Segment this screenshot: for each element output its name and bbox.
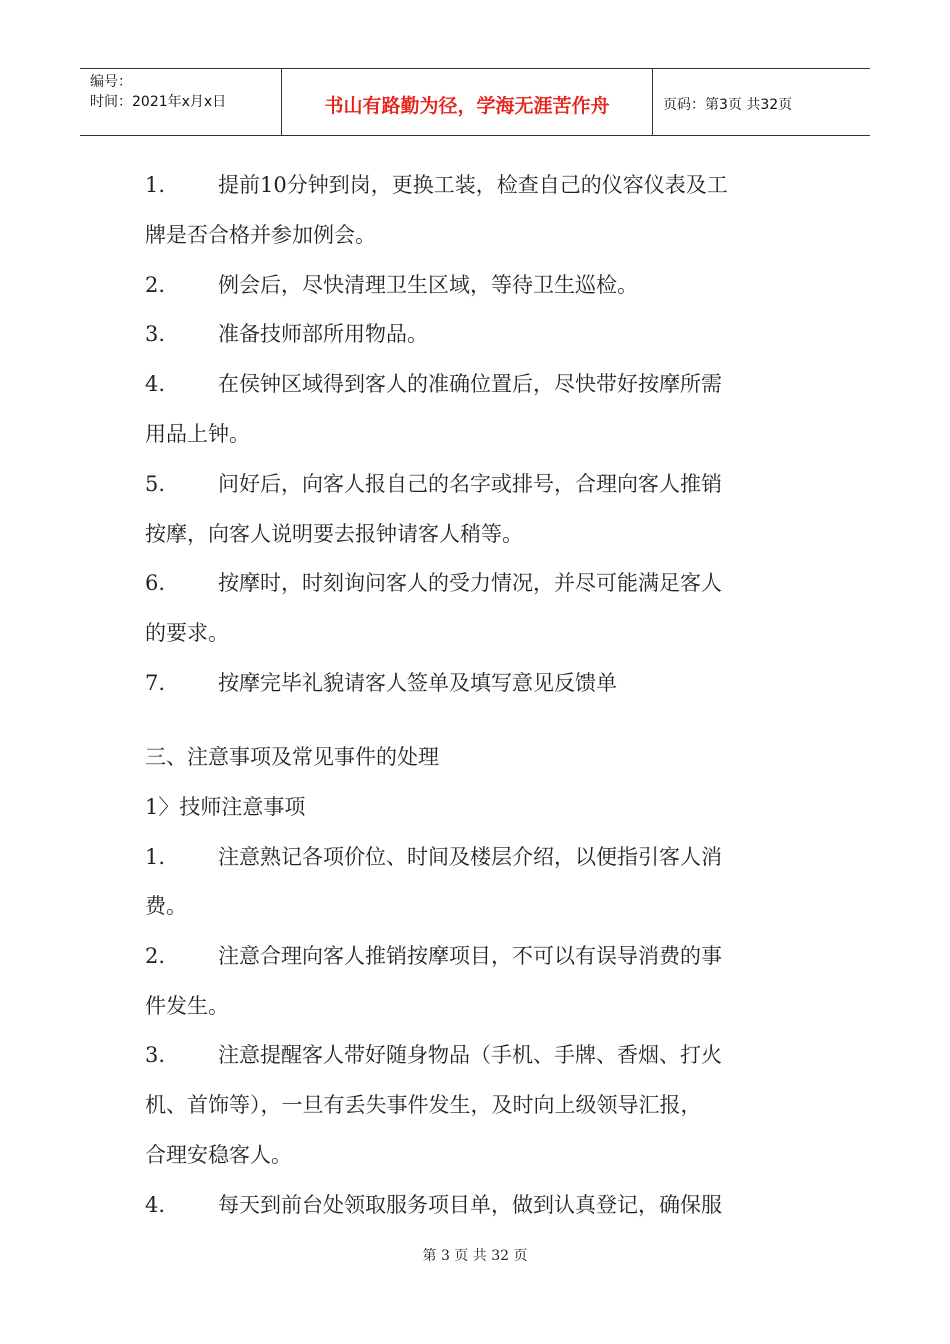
item-number: 4. xyxy=(145,1193,166,1217)
item-number: 6. xyxy=(145,571,166,595)
page-header xyxy=(80,68,870,136)
line-text: 费。 xyxy=(145,894,187,918)
line-text: 1〉技师注意事项 xyxy=(145,795,306,819)
body-line xyxy=(145,991,229,1021)
body-line xyxy=(145,1090,702,1120)
item-number: 3. xyxy=(145,322,166,346)
line-text: 注意提醒客人带好随身物品（手机、手牌、香烟、打火 xyxy=(218,1043,722,1067)
line-text: 注意熟记各项价位、时间及楼层介绍，以便指引客人消 xyxy=(218,845,722,869)
time-label: 时间：2021年x月x日 xyxy=(90,94,227,110)
page-footer: 第 3 页 共 32 页 xyxy=(422,1248,528,1264)
line-text: 每天到前台处领取服务项目单，做到认真登记，确保服 xyxy=(218,1193,722,1217)
line-text: 注意合理向客人推销按摩项目，不可以有误导消费的事 xyxy=(218,944,722,968)
body-line xyxy=(145,270,638,300)
line-text: 三、注意事项及常见事件的处理 xyxy=(145,745,439,769)
line-text: 问好后，向客人报自己的名字或排号，合理向客人推销 xyxy=(218,472,722,496)
item-number: 7. xyxy=(145,671,166,695)
body-line xyxy=(145,668,617,698)
item-number: 1. xyxy=(145,173,166,197)
line-text: 的要求。 xyxy=(145,621,229,645)
line-text: 按摩完毕礼貌请客人签单及填写意见反馈单 xyxy=(218,671,617,695)
page-info: 页码：第3页 共32页 xyxy=(663,97,793,113)
line-text: 按摩，向客人说明要去报钟请客人稍等。 xyxy=(145,522,523,546)
item-number: 1. xyxy=(145,845,166,869)
line-text: 准备技师部所用物品。 xyxy=(218,322,428,346)
line-text: 提前10分钟到岗，更换工装，检查自己的仪容仪表及工 xyxy=(218,173,728,197)
body-line xyxy=(145,419,250,449)
body-line xyxy=(145,1040,722,1070)
header-page-cell xyxy=(653,69,870,135)
motto-text: 书山有路勤为径，学海无涯苦作舟 xyxy=(324,95,610,117)
section-heading xyxy=(145,742,439,772)
line-text: 牌是否合格并参加例会。 xyxy=(145,223,376,247)
subsection-heading xyxy=(145,792,305,822)
serial-label: 编号： xyxy=(90,74,132,90)
body-line xyxy=(145,319,428,349)
item-number: 5. xyxy=(145,472,166,496)
body-line xyxy=(145,469,722,499)
body-line xyxy=(145,618,229,648)
line-text: 用品上钟。 xyxy=(145,422,250,446)
body-line xyxy=(145,170,728,200)
line-text: 件发生。 xyxy=(145,994,229,1018)
line-text: 机、首饰等），一旦有丢失事件发生，及时向上级领导汇报， xyxy=(145,1093,702,1117)
line-text: 例会后，尽快清理卫生区域，等待卫生巡检。 xyxy=(218,273,638,297)
header-meta-cell xyxy=(80,69,281,135)
body-line xyxy=(145,568,722,598)
item-number: 3. xyxy=(145,1043,166,1067)
body-line xyxy=(145,519,523,549)
item-number: 2. xyxy=(145,273,166,297)
item-number: 4. xyxy=(145,372,166,396)
line-text: 合理安稳客人。 xyxy=(145,1143,292,1167)
body-line xyxy=(145,941,722,971)
body-line xyxy=(145,220,376,250)
header-motto-cell xyxy=(281,69,653,135)
line-text: 在侯钟区域得到客人的准确位置后，尽快带好按摩所需 xyxy=(218,372,722,396)
line-text: 按摩时，时刻询问客人的受力情况，并尽可能满足客人 xyxy=(218,571,722,595)
body-line xyxy=(145,1190,722,1220)
body-line xyxy=(145,1140,292,1170)
body-line xyxy=(145,369,722,399)
body-line xyxy=(145,891,187,921)
item-number: 2. xyxy=(145,944,166,968)
body-line xyxy=(145,842,722,872)
